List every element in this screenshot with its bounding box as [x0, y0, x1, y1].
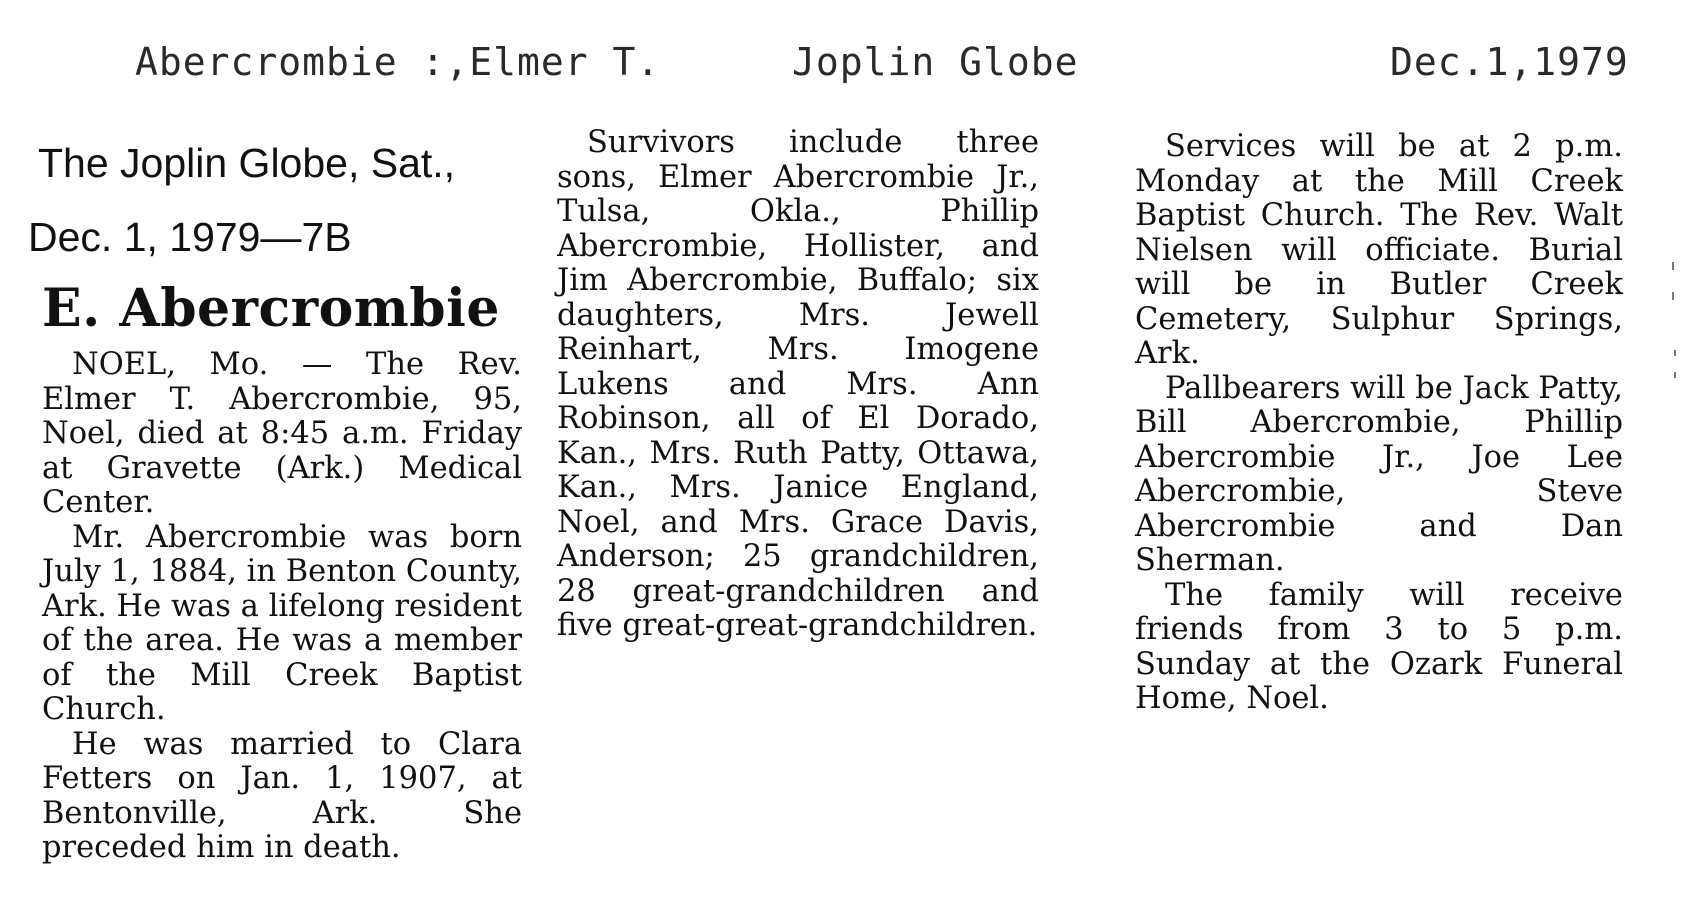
- scan-speck: [1672, 292, 1674, 300]
- scan-speck: [1674, 372, 1676, 378]
- paragraph-visitation: The family will receive friends from 3 to 5 p.m. Sunday at the Ozark Funeral Home, Noel.: [1135, 577, 1623, 716]
- typed-surname-label: Abercrombie :,Elmer T.: [135, 40, 661, 84]
- article-column-2: [557, 126, 1039, 644]
- article-column-3: [1135, 130, 1623, 717]
- newspaper-name-line: The Joplin Globe, Sat.,: [38, 140, 456, 186]
- paragraph-death-notice: NOEL, Mo. — The Rev. Elmer T. Abercrombie, 95, Noel, died at 8:45 a.m. Friday at Gravette (Ark.) Medical Center.: [42, 347, 522, 520]
- scan-speck: [1674, 350, 1676, 356]
- paragraph-survivors: Survivors include three sons, Elmer Abercrombie Jr., Tulsa, Okla., Phillip Abercrombie, Hollister, and Jim Abercrombie, Buffalo; six daughters, Mrs. Jewell Reinhart, Mrs. Imogene Lukens and Mrs. Ann Robinson, all of El Dorado, Kan., Mrs. Ruth Patty, Ottawa, Kan., Mrs. Janice England, Noel, and Mrs. Grace Davis, Anderson; 25 grandchildren, 28 great-grandchildren and five great-great-grandchildren.: [557, 125, 1039, 643]
- scan-speck: [1672, 262, 1674, 270]
- paragraph-pallbearers: Pallbearers will be Jack Patty, Bill Abercrombie, Phillip Abercrombie Jr., Joe Lee Abercrombie, Steve Abercrombie and Dan Sherman.: [1135, 370, 1623, 578]
- paragraph-marriage: He was married to Clara Fetters on Jan. 1, 1907, at Bentonville, Ark. She preceded him in death.: [42, 726, 522, 865]
- obituary-headline: E. Abercrombie: [42, 278, 500, 339]
- typed-newspaper-label: Joplin Globe: [792, 40, 1079, 84]
- paragraph-services: Services will be at 2 p.m. Monday at the Mill Creek Baptist Church. The Rev. Walt Nielsen will officiate. Burial will be in Butler Creek Cemetery, Sulphur Springs, Ark.: [1135, 129, 1623, 371]
- typed-date-label: Dec.1,1979: [1390, 40, 1629, 84]
- article-column-1: [42, 348, 522, 866]
- clipping-dateline: Dec. 1, 1979—7B: [28, 214, 352, 260]
- paragraph-biography: Mr. Abercrombie was born July 1, 1884, in Benton County, Ark. He was a lifelong resident of the area. He was a member of the Mill Creek Baptist Church.: [42, 519, 522, 727]
